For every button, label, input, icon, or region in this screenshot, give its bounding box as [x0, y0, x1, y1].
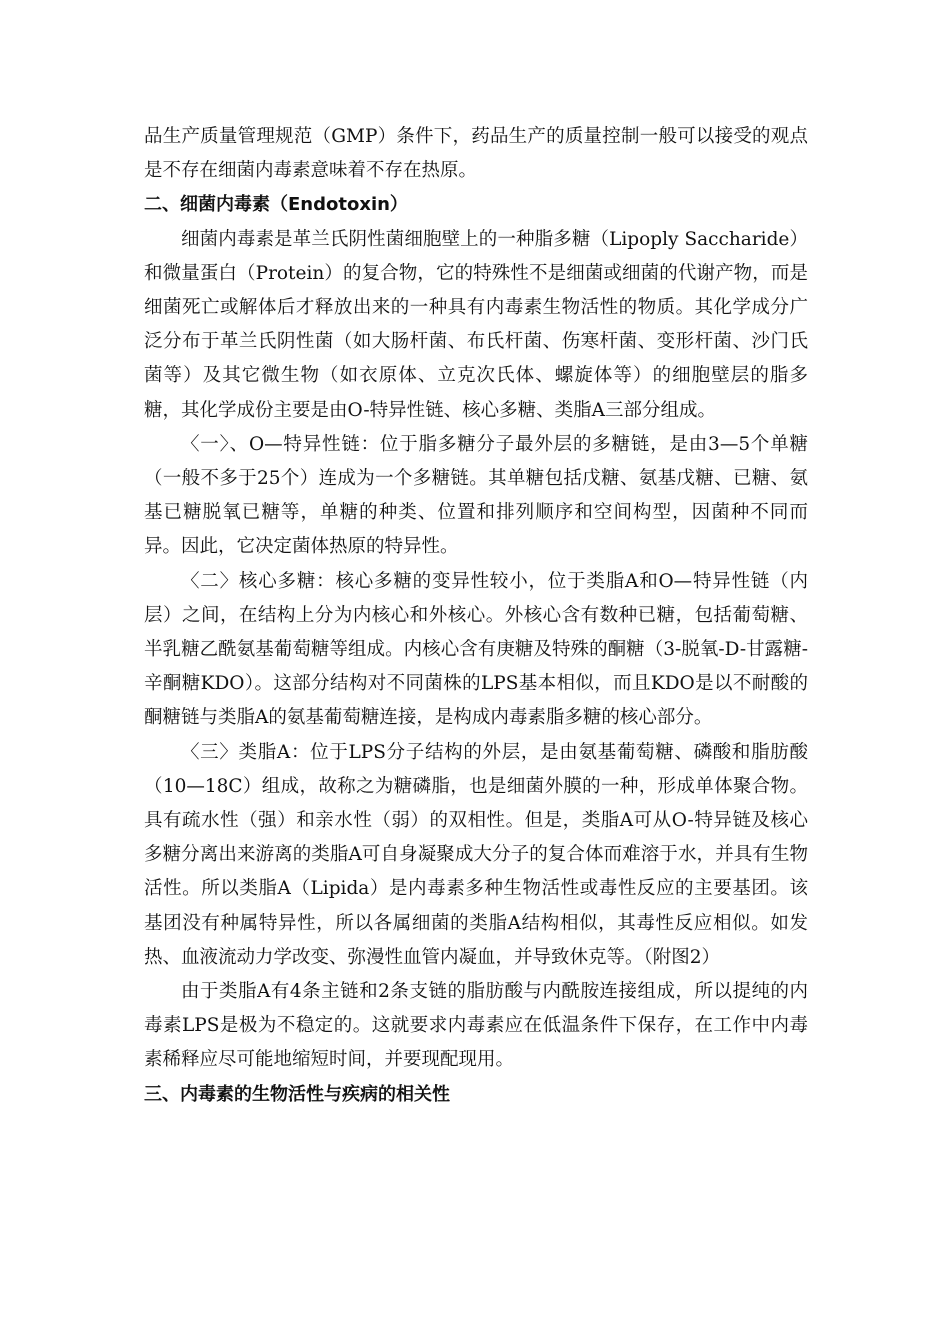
paragraph-core-polysaccharide: 〈二〉核心多糖：核心多糖的变异性较小，位于类脂A和O—特异性链（内层）之间，在结构上分为内核心和外核心。外核心含有数种已糖，包括葡萄糖、半乳糖乙酰氨基葡萄糖等组成。内核心含有庚糖及特殊的酮糖（3-脱氧-D-甘露糖-辛酮糖KDO）。这部分结构对不同菌株的LPS基本相似，而且KDO是以不耐酸的酮糖链与类脂A的氨基葡萄糖连接，是构成内毒素脂多糖的核心部分。	[144, 570, 808, 729]
paragraph-lps-stability: 由于类脂A有4条主链和2条支链的脂肪酸与内酰胺连接组成，所以提纯的内毒素LPS是极为不稳定的。这就要求内毒素应在低温条件下保存，在工作中内毒素稀释应尽可能地缩短时间，并要现配现用。	[144, 981, 808, 1071]
section-heading-endotoxin: 二、细菌内毒素（Endotoxin）	[144, 194, 408, 216]
paragraph-lipid-a: 〈三〉类脂A：位于LPS分子结构的外层，是由氨基葡萄糖、磷酸和脂肪酸（10—18C）组成，故称之为糖磷脂，也是细菌外膜的一种，形成单体聚合物。具有疏水性（强）和亲水性（弱）的双相性。但是，类脂A可从O-特异链及核心多糖分离出来游离的类脂A可自身凝聚成大分子的复合体而难溶于水，并具有生物活性。所以类脂A（Lipida）是内毒素多种生物活性或毒性反应的主要基团。该基团没有种属特异性，所以各属细菌的类脂A结构相似，其毒性反应相似。如发热、血液流动力学改变、弥漫性血管内凝血，并导致休克等。（附图2）	[144, 741, 808, 968]
paragraph-o-specific-chain: 〈一〉、O—特异性链：位于脂多糖分子最外层的多糖链，是由3—5个单糖（一般不多于25个）连成为一个多糖链。其单糖包括戊糖、氨基戊糖、已糖、氨基已糖脱氧已糖等，单糖的种类、位置和排列顺序和空间构型，因菌种不同而异。因此，它决定菌体热原的特异性。	[144, 433, 808, 558]
section-heading-bioactivity: 三、内毒素的生物活性与疾病的相关性	[144, 1083, 450, 1105]
document-body	[144, 120, 808, 1112]
paragraph-endotoxin-definition: 细菌内毒素是革兰氏阴性菌细胞壁上的一种脂多糖（Lipoply Saccharide）和微量蛋白（Protein）的复合物，它的特殊性不是细菌或细菌的代谢产物，而是细菌死亡或解体后才释放出来的一种具有内毒素生物活性的物质。其化学成分广泛分布于革兰氏阴性菌（如大肠杆菌、布氏杆菌、伤寒杆菌、变形杆菌、沙门氏菌等）及其它微生物（如衣原体、立克次氏体、螺旋体等）的细胞壁层的脂多糖，其化学成份主要是由O-特异性链、核心多糖、类脂A三部分组成。	[144, 228, 808, 421]
intro-paragraph: 品生产质量管理规范（GMP）条件下，药品生产的质量控制一般可以接受的观点是不存在细菌内毒素意味着不存在热原。	[144, 126, 808, 182]
